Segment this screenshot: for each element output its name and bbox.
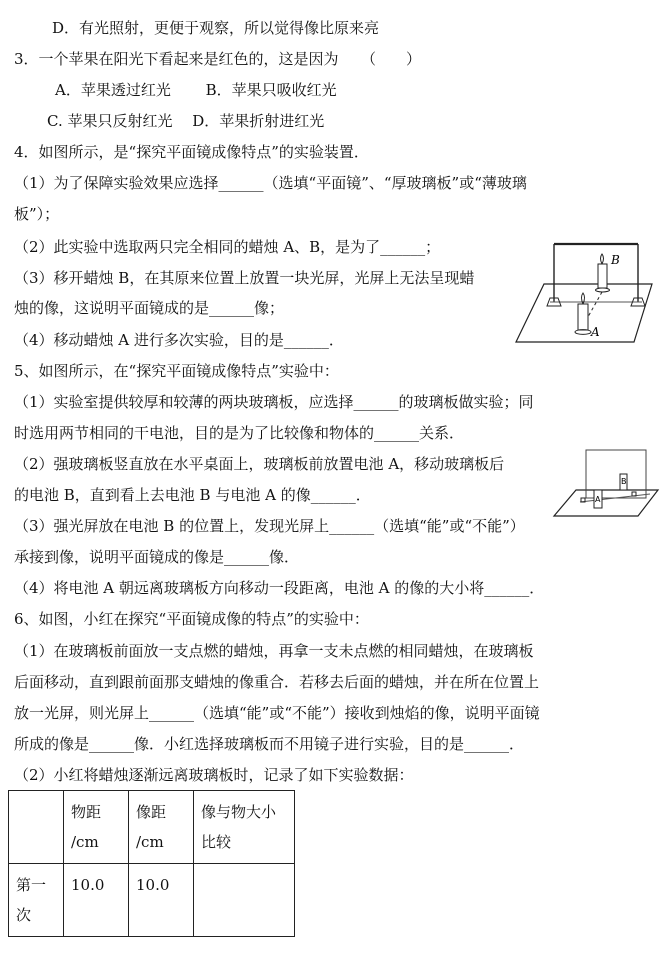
- question-4-part-1-cont: 板”）；: [14, 205, 60, 223]
- table-cell: 第一 次: [9, 864, 64, 937]
- table-header-cell: [9, 791, 64, 864]
- battery-label-a: A: [595, 495, 601, 504]
- question-5-part-4: （4）将电池 A 朝远离玻璃板方向移动一段距离，电池 A 的像的大小将______．: [14, 579, 545, 597]
- question-4-part-4: （4）移动蜡烛 A 进行多次实验，目的是______．: [14, 331, 344, 349]
- table-header-row: [9, 791, 295, 864]
- question-5-part-1: （1）实验室提供较厚和较薄的两块玻璃板，应选择______的玻璃板做实验；同: [14, 393, 534, 411]
- question-3-stem: 3．一个苹果在阳光下看起来是红色的，这是因为 （ ）: [14, 50, 422, 68]
- battery-mirror-figure: [550, 440, 660, 520]
- question-5-part-2-cont: 的电池 B，直到看上去电池 B 与电池 A 的像______．: [14, 486, 371, 504]
- table-cell: [194, 864, 295, 937]
- question-6-part-1-cont-a: 后面移动，直到跟前面那支蜡烛的像重合．若移去后面的蜡烛，并在所在位置上: [14, 673, 540, 691]
- label-b: B: [611, 253, 620, 267]
- option-d-prev: D．有光照射，更便于观察，所以觉得像比原来亮: [52, 19, 380, 37]
- question-6-part-1-cont-b: 放一光屏，则光屏上______（选填“能”或“不能”）接收到烛焰的像，说明平面镜: [14, 704, 540, 722]
- question-5-stem: 5、如图所示，在“探究平面镜成像特点”实验中：: [14, 362, 339, 380]
- table-header-cell: 像距 /cm: [129, 791, 194, 864]
- question-5-part-2: （2）强玻璃板竖直放在水平桌面上，玻璃板前放置电池 A，移动玻璃板后: [14, 455, 505, 473]
- question-4-part-1: （1）为了保障实验效果应选择______（选填“平面镜”、“厚玻璃板”或“薄玻璃: [14, 174, 527, 192]
- candle-mirror-figure: [514, 236, 660, 346]
- table-cell: 10.0: [129, 864, 194, 937]
- question-5-part-3-cont: 承接到像，说明平面镜成的像是______像．: [14, 548, 300, 566]
- table-row: [9, 864, 295, 937]
- question-5-part-1-cont: 时选用两节相同的干电池，目的是为了比较像和物体的______关系．: [14, 424, 465, 442]
- table-header-cell: 物距 /cm: [64, 791, 129, 864]
- question-4-part-3-cont: 烛的像，这说明平面镜成的是______像；: [14, 299, 285, 317]
- question-6-part-1-cont-c: 所成的像是______像．小红选择玻璃板而不用镜子进行实验，目的是______．: [14, 735, 525, 753]
- battery-label-b: B: [621, 477, 627, 486]
- question-4-stem: 4．如图所示，是“探究平面镜成像特点”的实验装置．: [14, 143, 369, 161]
- question-6-stem: 6、如图，小红在探究“平面镜成像的特点”的实验中：: [14, 610, 369, 628]
- question-4-part-2: （2）此实验中选取两只完全相同的蜡烛 A、B，是为了______；: [14, 238, 441, 256]
- question-5-part-3: （3）强光屏放在电池 B 的位置上，发现光屏上______（选填“能”或“不能”）: [14, 517, 525, 535]
- table-cell: 10.0: [64, 864, 129, 937]
- question-6-part-1: （1）在玻璃板前面放一支点燃的蜡烛，再拿一支未点燃的相同蜡烛，在玻璃板: [14, 642, 534, 660]
- question-3-options-cd: C. 苹果只反射红光 D．苹果折射进红光: [47, 112, 325, 130]
- question-6-part-2: （2）小红将蜡烛逐渐远离玻璃板时，记录了如下实验数据：: [14, 766, 414, 784]
- question-3-options-ab: A．苹果透过红光 B．苹果只吸收红光: [55, 81, 337, 99]
- experiment-data-table: [8, 790, 295, 937]
- question-4-part-3: （3）移开蜡烛 B，在其原来位置上放置一块光屏，光屏上无法呈现蜡: [14, 269, 475, 287]
- label-a: A: [591, 325, 600, 339]
- table-header-cell: 像与物大小 比较: [194, 791, 295, 864]
